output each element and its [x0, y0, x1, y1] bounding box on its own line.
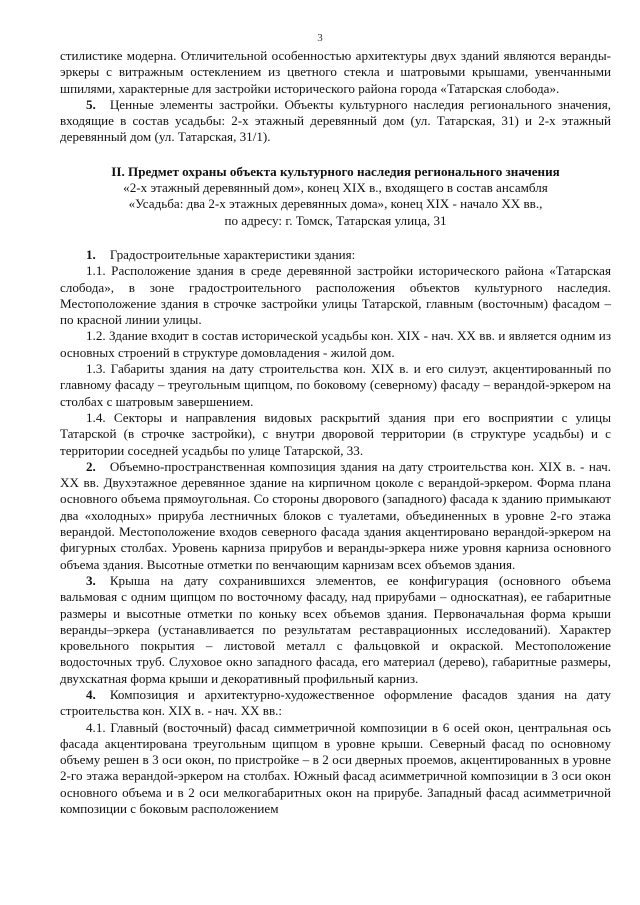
item-1-paragraph [60, 247, 611, 263]
document-body [60, 48, 611, 817]
item-5-number: 5. [86, 96, 96, 112]
sub-item-1-1: 1.1. Расположение здания в среде деревянной застройки исторического района «Татарская слобода», в зоне градостроительного расположения объектов культурного наследия. Местоположение здания в строчке застройки улицы Татарской, главным (восточным) фасадом – по красной линии улицы. [60, 263, 611, 328]
item-5-text: Ценные элементы застройки. Объекты культурного наследия регионального значения, входящие в состав усадьбы: 2-х этажный деревянный дом (ул. Татарская, 31) и 2-х этажный деревянный дом (ул. Татарская, 31/1). [60, 96, 611, 145]
section-subtitle-line-1: «2-х этажный деревянный дом», конец XIX в., входящего в состав ансамбля [123, 180, 548, 196]
item-1-number: 1. [86, 246, 96, 262]
item-3-paragraph [60, 573, 611, 687]
item-2-paragraph [60, 459, 611, 573]
item-4-paragraph [60, 687, 611, 720]
sub-item-1-2: 1.2. Здание входит в состав исторической усадьбы кон. XIX - нач. XX вв. и является одним из основных строений в структуре домовладения - жилой дом. [60, 328, 611, 360]
section-heading [60, 164, 611, 229]
sub-item-1-3: 1.3. Габариты здания на дату строительства кон. XIX в. и его силуэт, акцентированный по главному фасаду – треугольным щипцом, по боковому (северному) фасаду – верандой-эркером на столбах с шатровым завершением. [60, 361, 611, 409]
item-3-text: Крыша на дату сохранившихся элементов, ее конфигурация (основного объема вальмовая с одним щипцом по восточному фасаду, над прирубами – односкатная), ее габаритные размеры и высотные отметки по коньку всех объемов здания. Первоначальная форма крыши веранды–эркера (устанавливается по результатам реставрационных исследований). Характер кровельного покрытия – листовой металл с фальцовкой и окраской. Местоположение водосточных труб. Слуховое окно западного фасада, его материал (дерево), габаритные размеры, двухскатная форма крыши и декоративный профильный карниз. [60, 572, 611, 686]
sub-item-1-4: 1.4. Секторы и направления видовых раскрытий здания при его восприятии с улицы Татарской (в строчке застройки), с внутри дворовой территории (в структуре усадьбы) и с территории соседней усадьбы по улице Татарской, 33. [60, 409, 611, 458]
item-2-text: Объемно-пространственная композиция здания на дату строительства кон. XIX в. - нач. XX вв. Двухэтажное деревянное здание на кирпичном цоколе с верандой-эркером. Форма плана основного объема прямоугольная. Со стороны дворового (западного) фасада к зданию примыкают два «холодных» прируба лестничных блоков с туалетами, объединенных в уровне 2-го этажа верандой. Местоположение входов северного фасада здания акцентировано верандой-эркером на фигурных столбах. Уровень карниза прирубов и веранды-эркера ниже уровня карниза основного объема здания. Высотные отметки по венчающим карнизам всех объемов здания. [60, 458, 611, 572]
item-4-number: 4. [86, 686, 96, 702]
section-subtitle-line-2: «Усадьба: два 2-х этажных деревянных дома», конец XIX - начало XX вв., [128, 196, 543, 212]
intro-paragraph: стилистике модерна. Отличительной особенностью архитектуры двух зданий являются веранды-эркеры с витражным остеклением из цветного стекла и шатровыми крышами, увенчанными шпилями, характерные для застройки исторического района города «Татарская слобода». [60, 48, 611, 96]
item-4-text: Композиция и архитектурно-художественное оформление фасадов здания на дату строительства кон. XIX в. - нач. XX вв.: [60, 686, 611, 719]
section-subtitle-line-3: по адресу: г. Томск, Татарская улица, 31 [224, 212, 447, 228]
section-title: II. Предмет охраны объекта культурного наследия регионального значения [111, 163, 560, 179]
item-1-text: Градостроительные характеристики здания: [109, 246, 356, 262]
item-5-paragraph [60, 97, 611, 146]
sub-item-4-1: 4.1. Главный (восточный) фасад симметричной композиции в 6 осей окон, центральная ось фасада акцентирована треугольным щипцом в уровне крыши. Северный фасад по основному объему решен в 3 оси окон, по пристройке – в 2 оси дверных проемов, акцентированных в уровне 2-го этажа верандой-эркером на столбах. Южный фасад асимметричной композиции в 3 оси окон основного объема и в 2 оси мелкогабаритных окон на прирубе. Западный фасад асимметричной композиции с боковым расположением [60, 719, 611, 817]
item-2-number: 2. [86, 458, 96, 474]
page-number: 3 [317, 32, 323, 44]
item-3-number: 3. [86, 572, 96, 588]
